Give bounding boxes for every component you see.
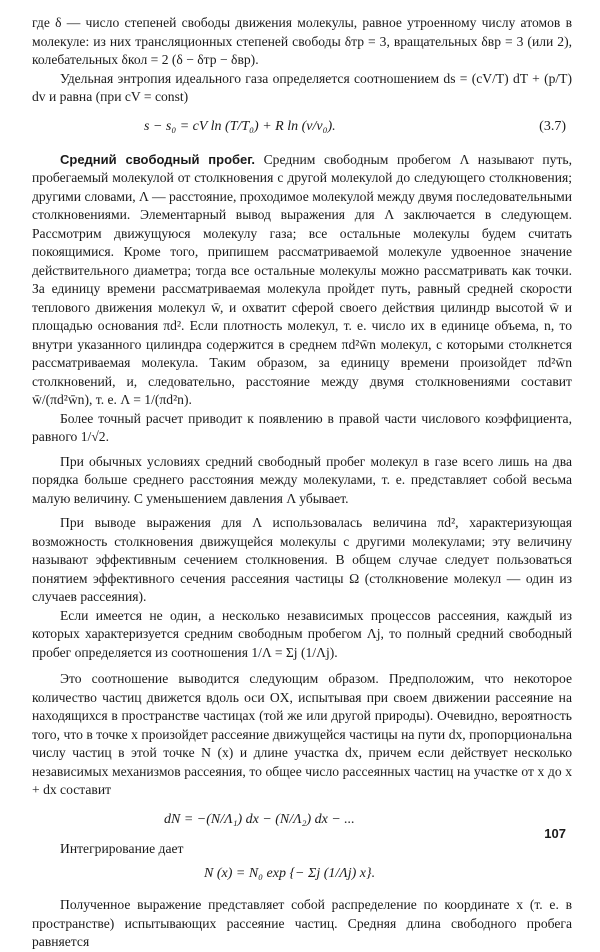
equation-3-7 [32, 117, 572, 137]
paragraph-cross-section: При выводе выражения для Λ использовалась величина πd², характеризующая возможность столкновения движущейся молекулы с другими молекулами; эту величину называют эффективным сечением столкновения. В общем случае следует пользоваться понятием эффективного сечения рассеяния частицы Ω (столкновение молекул — один из случаев рассеяния). [32, 515, 572, 604]
page-number: 107 [544, 826, 566, 841]
paragraph-precise-calculation: Более точный расчет приводит к появлению в правой части числового коэффициента, равного 1/√2. [32, 410, 572, 444]
paragraph-degrees-of-freedom: где δ — число степеней свободы движения молекулы, равное утроенному числу атомов в молекуле: из них трансляционных степеней свободы δтр = 3, вращательных δвр = 3 (или 2), колебательных δкол = 2 (δ − δтр − δвр). [32, 15, 572, 67]
page-body [32, 14, 572, 952]
equation-dn: dN = −(N/Λ₁) dx − (N/Λ₂) dx − ... [164, 811, 355, 827]
paragraph-distribution: Полученное выражение представляет собой распределение по координате x (т. е. в пространстве) испытывающих рассеяние частиц. Средняя длина свободного пробега равняется [32, 897, 572, 949]
equation-3-7-body: s − s₀ = cV ln (T/T₀) + R ln (v/v₀). [144, 118, 336, 134]
paragraph-derivation: Это соотношение выводится следующим образом. Предположим, что некоторое количество частиц движется вдоль оси OX, испытывая при своем движении рассеяние на находящихся в пространстве частицах (той же или другой природы). Очевидно, вероятность того, что в точке x произойдет рассеяние движущейся частицы на пути dx, пропорциональна числу частиц в этой точке N (x) и длине участка dx, причем если действует несколько независимых механизмов рассеяния, то общее число рассеянных частиц на участке от x до x + dx составит [32, 671, 572, 797]
paragraph-entropy: Удельная энтропия идеального газа определяется соотношением ds = (cV/T) dT + (p/T) dv и равна (при cV = const) [32, 70, 572, 104]
section-title: Средний свободный пробег. [60, 151, 255, 167]
paragraph-normal-conditions: При обычных условиях средний свободный пробег молекул в газе всего лишь на два порядка больше среднего расстояния между молекулами, т. е. представляет собой весьма малую величину. С уменьшением давления Λ убывает. [32, 453, 572, 506]
paragraph-integration: Интегрирование дает [60, 840, 184, 856]
paragraph-multiple-processes: Если имеется не один, а несколько независимых процессов рассеяния, каждый из которых характеризуется средним свободным пробегом Λj, то полный средний свободный пробег определяется из соотношения 1/Λ = Σj (1/Λj). [32, 607, 572, 660]
equation-number: (3.7) [539, 118, 566, 134]
equation-nx: N (x) = N₀ exp {− Σj (1/Λj) x}. [204, 866, 376, 881]
paragraph-mean-free-path [32, 151, 572, 410]
paragraph-mean-free-path-text: Средним свободным пробегом Λ называют путь, пробегаемый молекулой от столкновения с другой молекулой до следующего столкновения; другими словами, Λ — расстояние, проходимое молекулой между двумя последовательными столкновениями. Элементарный вывод выражения для Λ заключается в следующем. Рассмотрим движущуюся молекулу газа; все остальные молекулы будем считать покоящимися. Кроме того, припишем рассматриваемой молекуле удвоенное значение действительного диаметра; тогда все остальные молекулы можно рассматривать как точки. За единицу времени рассматриваемая молекула пройдет путь, равный средней скорости теплового движения молекул w̄, и охватит сферой своего действия цилиндр высотой w̄ и площадью основания πd². Если плотность молекул, т. е. число их в единице объема, n, то внутри указанного цилиндра содержится в среднем πd²w̄n молекул, с которыми столкнется рассматриваемая молекула. Таким образом, за единицу времени произойдет πd²w̄n столкновений, и, следовательно, расстояние между двумя столкновениями составит w̄/(πd²w̄n), т. е. Λ = 1/(πd²n). [32, 151, 572, 407]
